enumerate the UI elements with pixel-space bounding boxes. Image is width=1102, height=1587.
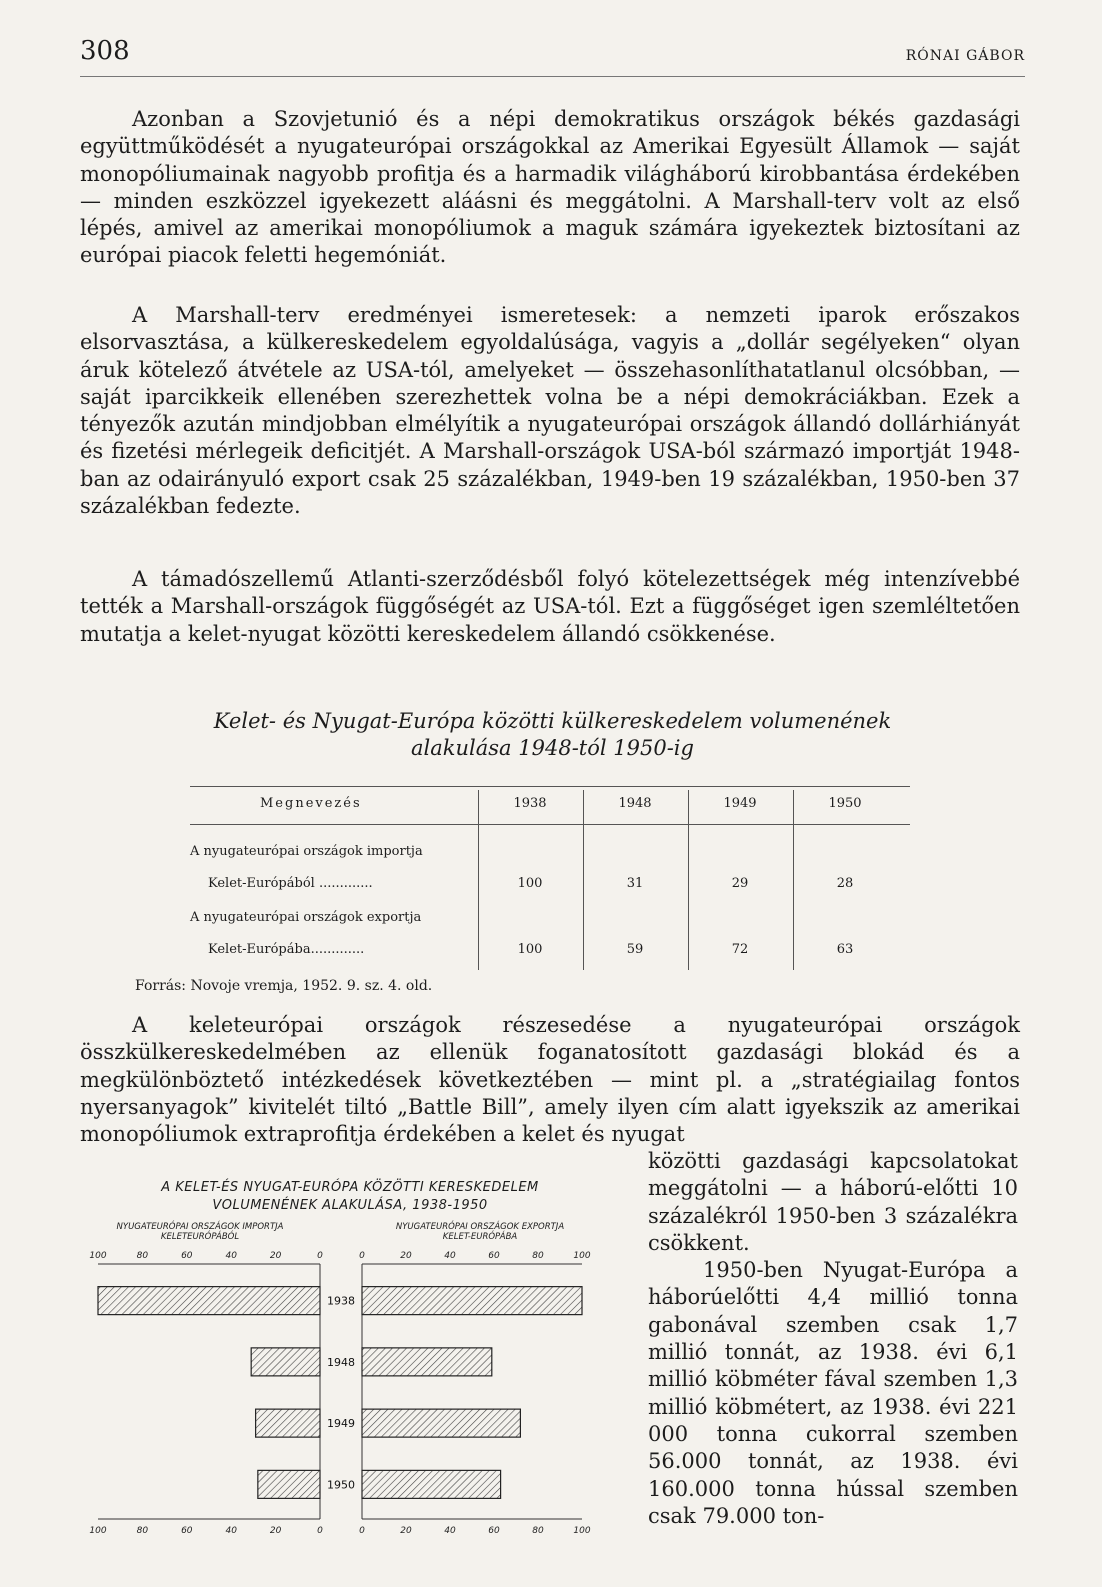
paragraph-4-text: A keleteurópai országok részesedése a nyugateurópai országok összkülkereskedelmében az ellenük foganatosított gazdasági blokád és a megkülönböztető intézkedések következtében — mint pl. a „stratégiailag fontos nyersanyagok” kivitelét tiltó „Battle Bill”, amely ilyen cím alatt igyekszik az amerikai monopóliumok extraprofitja érdekében a kelet és nyugat (80, 1013, 1020, 1147)
trade-figure (80, 1180, 620, 1540)
figure-right-caption-line-1: NYUGATEURÓPAI ORSZÁGOK EXPORTJA (395, 1222, 565, 1232)
table-header-label: Megnevezés (260, 796, 362, 811)
left-tick-label: 80 (136, 1251, 149, 1261)
left-tick-label: 60 (181, 1251, 193, 1261)
table-cell: 100 (517, 876, 543, 891)
year-label: 1950 (327, 1478, 355, 1492)
right-tick-label: 80 (532, 1526, 544, 1536)
left-tick-label: 20 (269, 1251, 282, 1261)
table-column-rule (583, 790, 584, 970)
left-tick-label: 100 (89, 1526, 107, 1536)
table-cell: 59 (626, 942, 644, 957)
figure-right-caption (360, 1222, 600, 1242)
page-number: 308 (80, 36, 130, 66)
left-tick-label: 60 (181, 1526, 193, 1536)
bar-import-1938 (98, 1287, 320, 1315)
header-rule (80, 76, 1025, 77)
table-cell: 31 (626, 876, 644, 891)
page-header (80, 36, 1025, 66)
year-label: 1948 (327, 1355, 355, 1369)
bar-export-1948 (362, 1348, 492, 1376)
table-column-rule (793, 790, 794, 970)
figure-title-line-2: VOLUMENÉNEK ALAKULÁSA, 1938-1950 (212, 1198, 488, 1213)
table-cell: 100 (517, 942, 543, 957)
paragraph-4-continuation: közötti gazdasági kapcsolatokat meggátolni — a háború-előtti 10 százalékról 1950-ben 3 százalékra csökkent. (648, 1149, 1018, 1255)
right-column (648, 1148, 1018, 1530)
right-tick-label: 20 (400, 1526, 412, 1536)
figure-title-line-1: A KELET-ÉS NYUGAT-EURÓPA KÖZÖTTI KERESKEDELEM (161, 1180, 539, 1195)
paragraph-1: Azonban a Szovjetunió és a népi demokratikus országok békés gazdasági együttműködését a nyugateurópai országokkal az Amerikai Egyesült Államok — saját monopóliumainak nagyobb profitja és a harmadik világháború kirobbantása érdekében — minden eszközzel igyekezett aláásni és meggátolni. A Marshall-terv volt az első lépés, amivel az amerikai monopóliumok a maguk számára igyekeztek biztosítani az európai piacok feletti hegemóniát. (80, 107, 1020, 268)
bar-export-1950 (362, 1470, 501, 1498)
right-tick-label: 20 (400, 1251, 412, 1261)
table-caption (80, 708, 1025, 762)
right-tick-label: 40 (444, 1526, 456, 1536)
butterfly-bar-chart (80, 1250, 620, 1540)
right-tick-label: 0 (359, 1526, 365, 1536)
table-cell: 28 (836, 876, 854, 891)
right-tick-label: 40 (444, 1251, 456, 1261)
bar-export-1938 (362, 1287, 582, 1315)
table-cell: 63 (836, 942, 854, 957)
figure-right-caption-line-2: KELET-EURÓPÁBA (442, 1232, 518, 1242)
bar-export-1949 (362, 1409, 520, 1437)
table-row-label: Kelet-Európából ............. (208, 876, 373, 891)
table-cell: 29 (731, 876, 749, 891)
table-top-rule (190, 786, 910, 787)
left-tick-label: 100 (89, 1251, 107, 1261)
right-tick-label: 80 (532, 1251, 544, 1261)
bar-import-1950 (258, 1470, 320, 1498)
table-column-rule (478, 790, 479, 970)
figure-left-caption-line-1: NYUGATEURÓPAI ORSZÁGOK IMPORTJA (116, 1222, 284, 1232)
table-header-year: 1950 (828, 796, 862, 811)
right-tick-label: 100 (573, 1251, 591, 1261)
table-row-label: A nyugateurópai országok importja (190, 844, 423, 859)
right-tick-label: 60 (488, 1251, 500, 1261)
bar-import-1949 (256, 1409, 320, 1437)
left-tick-label: 20 (269, 1526, 282, 1536)
year-label: 1938 (327, 1294, 355, 1308)
year-label: 1949 (327, 1417, 355, 1431)
left-tick-label: 0 (317, 1251, 323, 1261)
table-source: Forrás: Novoje vremja, 1952. 9. sz. 4. old. (135, 978, 433, 994)
left-tick-label: 40 (225, 1251, 237, 1261)
bar-import-1948 (251, 1348, 320, 1376)
paragraph-4 (80, 1012, 1020, 1148)
table-header-year: 1948 (618, 796, 652, 811)
paragraph-5: 1950-ben Nyugat-Európa a háborúelőtti 4,4 millió tonna gabonával szemben csak 1,7 millió tonnát, az 1938. évi 6,1 millió köbméter fával szemben 1,3 millió köbmétert, az 1938. évi 221 000 tonna cukorral szemben 56.000 tonnát, az 1938. évi 160.000 tonna hússal szemben csak 79.000 ton- (648, 1258, 1018, 1528)
figure-left-caption (80, 1222, 320, 1242)
table-header-year: 1938 (513, 796, 547, 811)
table-row-label: Kelet-Európába............. (208, 942, 365, 957)
right-tick-label: 60 (488, 1526, 500, 1536)
left-tick-label: 80 (136, 1526, 149, 1536)
table-header-rule (190, 824, 910, 825)
table-header-year: 1949 (723, 796, 757, 811)
table-caption-line-2: alakulása 1948-tól 1950-ig (411, 736, 694, 760)
right-tick-label: 100 (573, 1526, 591, 1536)
running-head: RÓNAI GÁBOR (905, 48, 1025, 64)
table-column-rule (688, 790, 689, 970)
table-caption-line-1: Kelet- és Nyugat-Európa közötti külkereskedelem volumenének (213, 709, 892, 733)
left-tick-label: 0 (317, 1526, 323, 1536)
right-tick-label: 0 (359, 1251, 365, 1261)
table-row-label: A nyugateurópai országok exportja (190, 910, 422, 925)
left-tick-label: 40 (225, 1526, 237, 1536)
paragraph-3: A támadószellemű Atlanti-szerződésből folyó kötelezettségek még intenzívebbé tették a Marshall-országok függőségét az USA-tól. Ezt a függőséget igen szemléltetően mutatja a kelet-nyugat közötti kereskedelem állandó csökkenése. (80, 567, 1020, 646)
paragraph-2: A Marshall-terv eredményei ismeretesek: a nemzeti iparok erőszakos elsorvasztása, a külkereskedelem egyoldalúsága, vagyis a „dollár segélyeken“ olyan áruk kötelező átvétele az USA-tól, amelyeket — összehasonlíthatatlanul olcsóbban, — saját iparcikkeik ellenében szerezhettek volna be a népi demokráciákban. Ezek a tényezők azután mindjobban elmélyítik a nyugateurópai országok állandó dollárhiányát és fizetési mérlegeik deficitjét. A Marshall-országok USA-ból származó importját 1948-ban az odairányuló export csak 25 százalékban, 1949-ben 19 százalékban, 1950-ben 37 százalékban fedezte. (80, 303, 1020, 519)
figure-left-caption-line-2: KELETEURÓPÁBÓL (160, 1232, 240, 1242)
table-cell: 72 (731, 942, 749, 957)
